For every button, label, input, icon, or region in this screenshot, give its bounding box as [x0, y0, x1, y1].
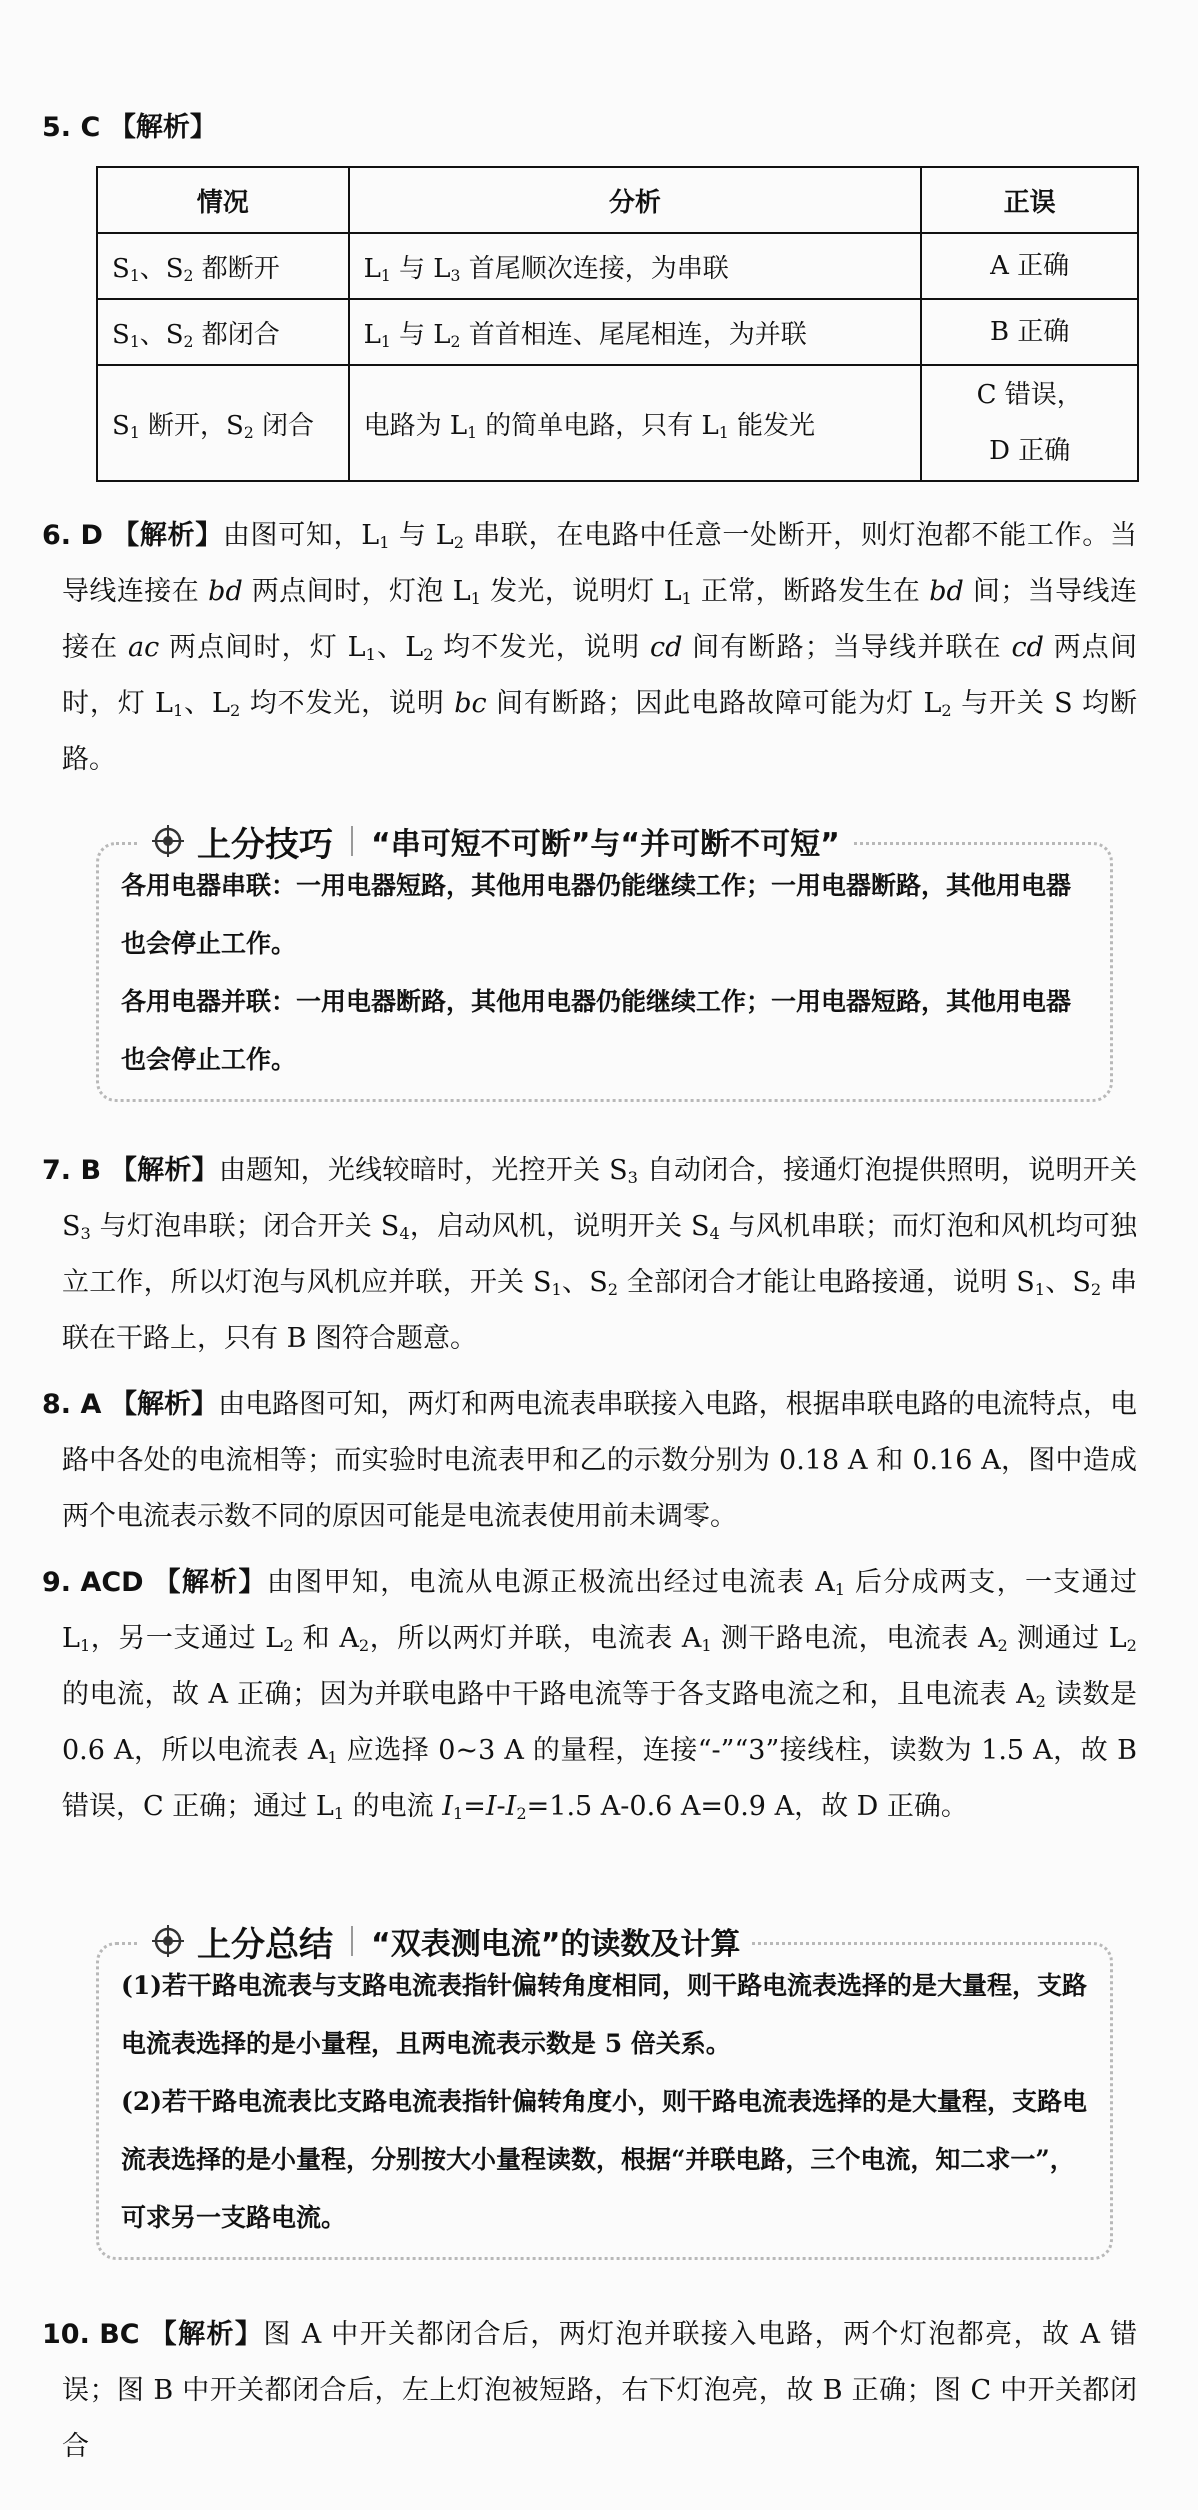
tip-paragraph: (2)若干路电流表比支路电流表指针偏转角度小，则干路电流表选择的是大量程，支路电流表选择的是小量程，分别按大小量程读数，根据“并联电路，三个电流，知二求一”，可求另一支路电流。	[121, 2087, 1088, 2232]
tip-paragraph: 各用电器串联：一用电器短路，其他用电器仍能继续工作；一用电器断路，其他用电器也会停止工作。	[121, 871, 1072, 958]
tip-subtitle: “串可短不可断”与“并可断不可短”	[371, 827, 840, 862]
analysis-tag: 【解析】	[153, 1567, 267, 1598]
question-7	[42, 1143, 1138, 1367]
question-number: 5. C	[42, 112, 101, 143]
tip-header	[139, 815, 852, 867]
tip-subtitle: “双表测电流”的读数及计算	[371, 1927, 741, 1962]
table-cell: $L_1$ 与 $L_3$ 首尾顺次连接，为串联	[349, 233, 922, 299]
analysis-text: 由图可知，$L_1$ 与 $L_2$ 串联，在电路中任意一处断开，则灯泡都不能工作。当导线连接在 bd 两点间时，灯泡 $L_1$ 发光，说明灯 $L_1$ 正常，断路发生在 bd 间；当导线连接在 ac 两点间时，灯 $L_1$、$L_2$ 均不发光，说明 cd 间有断路；当导线并联在 cd 两点间时，灯 $L_1$、$L_2$ 均不发光，说明 bc 间有断路；因此电路故障可能为灯 $L_2$ 与开关 S 均断路。	[62, 520, 1137, 775]
question-10	[42, 2307, 1137, 2475]
tip-body	[121, 1957, 1092, 2247]
analysis-table	[96, 166, 1139, 482]
table-row	[97, 299, 1138, 365]
tip-title: 上分总结	[197, 1924, 333, 1965]
cell-line: D 正确	[989, 436, 1071, 466]
analysis-text: 图 A 中开关都闭合后，两灯泡并联接入电路，两个灯泡都亮，故 A 错误；图 B 中开关都闭合后，左上灯泡被短路，右下灯泡亮，故 B 正确；图 C 中开关都闭合	[62, 2319, 1137, 2462]
question-number: 10. BC	[42, 2319, 140, 2350]
table-row	[97, 365, 1138, 481]
table-header: 情况	[97, 167, 349, 233]
table-cell: $S_1$ 断开，$S_2$ 闭合	[97, 365, 349, 481]
table-cell: $L_1$ 与 $L_2$ 首首相连、尾尾相连，为并联	[349, 299, 922, 365]
target-icon	[151, 1924, 185, 1958]
question-5	[42, 100, 1137, 156]
table-cell	[921, 365, 1138, 481]
summary-box	[96, 1924, 1113, 2260]
table-header: 正误	[921, 167, 1138, 233]
table-cell: $S_1$、$S_2$ 都断开	[97, 233, 349, 299]
question-number: 6. D	[42, 520, 103, 551]
question-number: 8. A	[42, 1389, 102, 1420]
table-cell: $S_1$、$S_2$ 都闭合	[97, 299, 349, 365]
analysis-tag: 【解析】	[108, 112, 217, 143]
divider	[351, 1926, 353, 1956]
tip-body	[121, 857, 1092, 1089]
table-row	[97, 233, 1138, 299]
tip-paragraph: 各用电器并联：一用电器断路，其他用电器仍能继续工作；一用电器短路，其他用电器也会停止工作。	[121, 987, 1072, 1074]
tip-title: 上分技巧	[197, 824, 333, 865]
divider	[351, 826, 353, 856]
table-cell: A 正确	[921, 233, 1138, 299]
tip-box	[96, 824, 1113, 1102]
analysis-tag: 【解析】	[109, 1389, 219, 1420]
target-icon	[151, 824, 185, 858]
analysis-text: 由图甲知，电流从电源正极流出经过电流表 $A_1$ 后分成两支，一支通过 $L_1$，另一支通过 $L_2$ 和 $A_2$，所以两灯并联，电流表 $A_1$ 测干路电流，电流表 $A_2$ 测通过 $L_2$ 的电流，故 A 正确；因为并联电路中干路电流等于各支路电流之和，且电流表 $A_2$ 读数是 0.6 A，所以电流表 $A_1$ 应选择 0~3 A 的量程，连接“-”“3”接线柱，读数为 1.5 A，故 B 错误，C 正确；通过 $L_1$ 的电流 $I_1=I-I_2=1.5$ A-0.6 A=0.9 A，故 D 正确。	[62, 1567, 1137, 1824]
tip-paragraph: (1)若干路电流表与支路电流表指针偏转角度相同，则干路电流表选择的是大量程，支路电流表选择的是小量程，且两电流表示数是 5 倍关系。	[121, 1971, 1088, 2058]
cell-line: C 错误，	[976, 380, 1083, 410]
table-header-row	[97, 167, 1138, 233]
analysis-tag: 【解析】	[109, 1155, 219, 1186]
analysis-text: 由题知，光线较暗时，光控开关 $S_3$ 自动闭合，接通灯泡提供照明，说明开关 $S_3$ 与灯泡串联；闭合开关 $S_4$，启动风机，说明开关 $S_4$ 与风机串联；而灯泡和风机均可独立工作，所以灯泡与风机应并联，开关 $S_1$、$S_2$ 全部闭合才能让电路接通，说明 $S_1$、$S_2$ 串联在干路上，只有 B 图符合题意。	[62, 1155, 1138, 1354]
table-cell: 电路为 $L_1$ 的简单电路，只有 $L_1$ 能发光	[349, 365, 922, 481]
question-9	[42, 1555, 1137, 1835]
analysis-tag: 【解析】	[149, 2319, 264, 2350]
question-6	[42, 508, 1137, 788]
question-8	[42, 1377, 1138, 1545]
analysis-tag: 【解析】	[112, 520, 223, 551]
tip-header	[139, 1915, 752, 1967]
question-number: 9. ACD	[42, 1567, 144, 1598]
analysis-text: 由电路图可知，两灯和两电流表串联接入电路，根据串联电路的电流特点，电路中各处的电流相等；而实验时电流表甲和乙的示数分别为 0.18 A 和 0.16 A，图中造成两个电流表示数不同的原因可能是电流表使用前未调零。	[62, 1389, 1138, 1532]
question-number: 7. B	[42, 1155, 102, 1186]
table-header: 分析	[349, 167, 922, 233]
table-cell: B 正确	[921, 299, 1138, 365]
